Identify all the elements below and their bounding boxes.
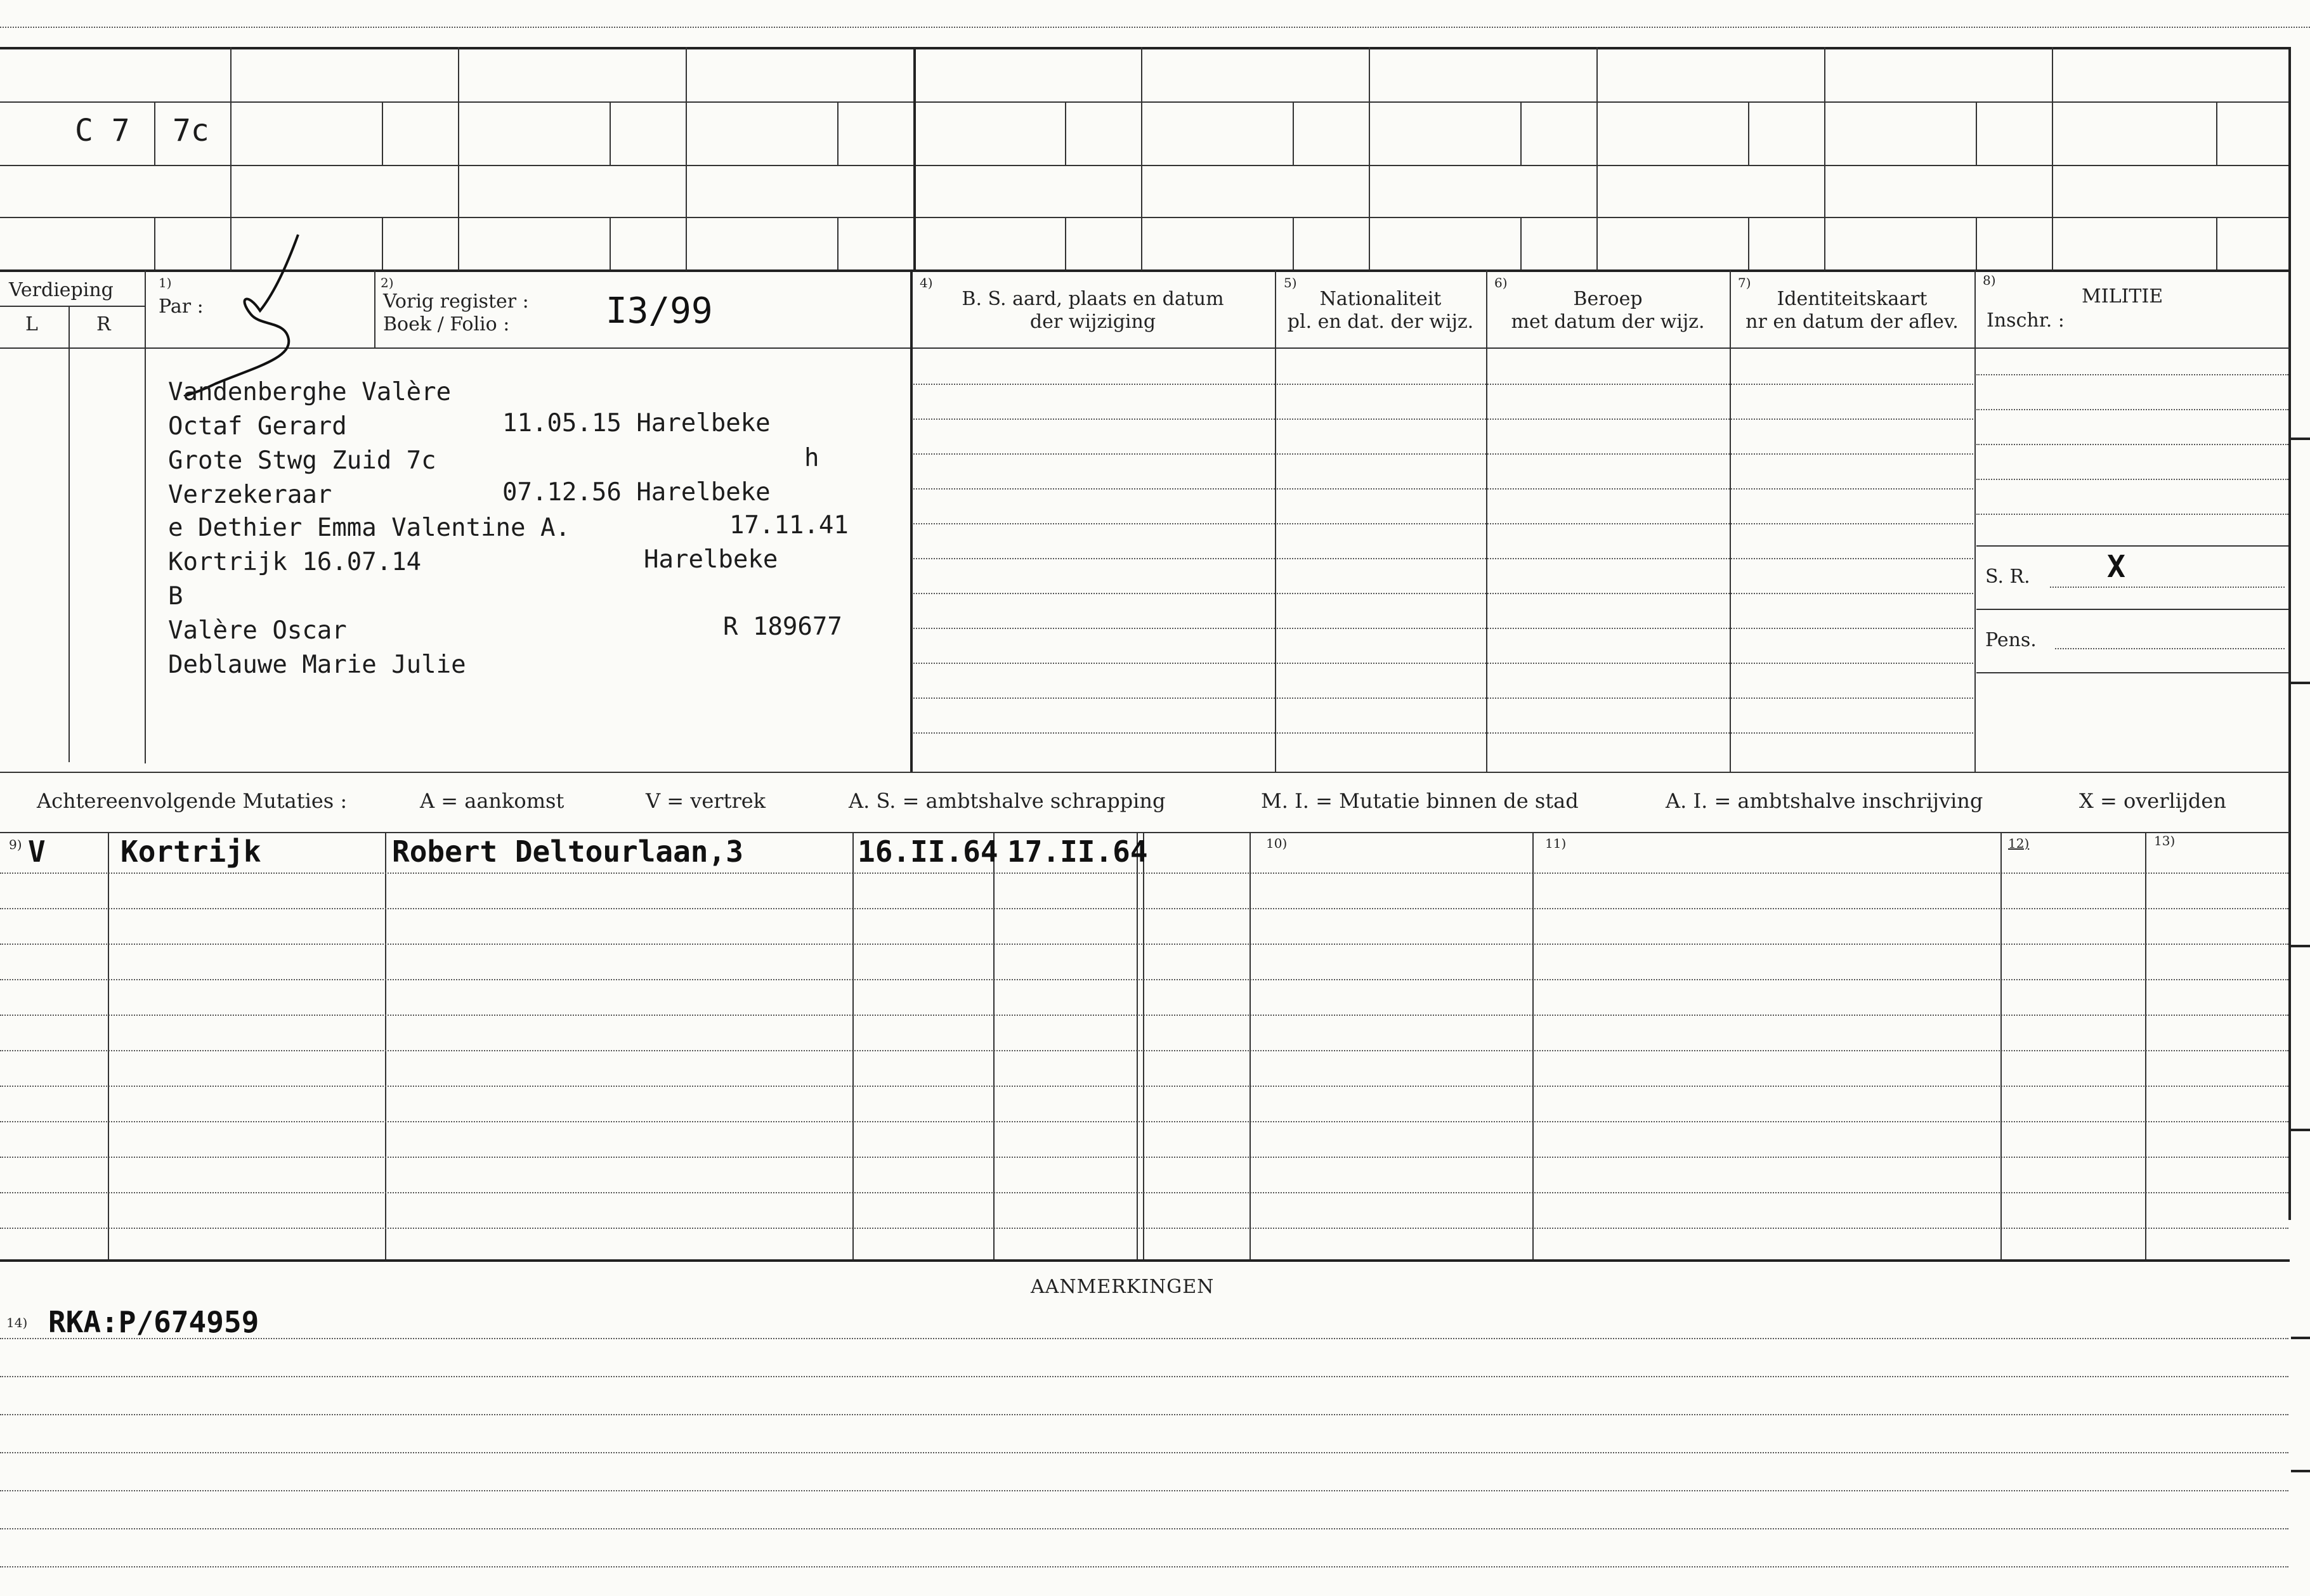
col4-line (913, 593, 1275, 594)
grid-col-line (913, 47, 916, 270)
col5-7-line (1277, 558, 1973, 559)
col5-7-line (1277, 732, 1973, 734)
militie-line (1976, 514, 2288, 515)
grid-col-line (686, 47, 687, 270)
card-right-border (2288, 47, 2291, 1220)
aanmerkingen-line (0, 1414, 2288, 1415)
grid-subcell-line (837, 101, 839, 165)
militie-line (1976, 374, 2288, 375)
top-code-1: C 7 (75, 113, 130, 148)
col4-line (913, 628, 1275, 629)
grid-subcell-line (1748, 101, 1749, 165)
grid-subcell-line (382, 101, 383, 165)
edge-tick (2291, 682, 2310, 684)
grid-subcell-line (154, 101, 155, 165)
person-spouse-birth: Kortrijk 16.07.14 (168, 548, 422, 576)
mutaties-row-line (0, 944, 2288, 945)
grid-subcell-line (1976, 217, 1977, 269)
grid-subcell-line (1748, 217, 1749, 269)
top-code-2: 7c (173, 113, 209, 148)
identiteitskaart-heading-1: Identiteitskaart (1777, 288, 1928, 310)
col4-line (913, 697, 1275, 699)
grid-subcell-line (154, 217, 155, 269)
grid-row-line (0, 101, 2290, 103)
field-12-number: 12) (2008, 836, 2030, 851)
grid-subcell-line (610, 217, 611, 269)
aanmerkingen-line (0, 1376, 2288, 1377)
mutaties-col-line (385, 832, 386, 1259)
sr-label: S. R. (1985, 566, 2030, 588)
mutaties-col-line (2145, 832, 2146, 1259)
person-birth-date: 11.05.15 Harelbeke (502, 409, 771, 438)
mutaties-title: Achtereenvolgende Mutaties : (37, 789, 348, 813)
pens-label: Pens. (1985, 629, 2037, 651)
edge-tick (2291, 1470, 2310, 1472)
col4-line (913, 732, 1275, 734)
col5-7-line (1277, 593, 1973, 594)
mutaties-row-line (0, 1015, 2288, 1016)
grid-row-line (0, 165, 2290, 166)
mutaties-row-line (0, 1192, 2288, 1193)
person-given-names: Octaf Gerard (168, 412, 347, 441)
nationaliteit-heading-2: pl. en dat. der wijz. (1287, 311, 1474, 333)
header-divider (1275, 270, 1276, 772)
militie-line (1976, 409, 2288, 410)
mutatie-place: Kortrijk (121, 834, 261, 869)
col4-line (913, 384, 1275, 385)
verdieping-label: Verdieping (9, 279, 114, 301)
militie-line (1976, 479, 2288, 480)
field-10-number: 10) (1266, 836, 1288, 851)
edge-tick (2291, 1337, 2310, 1339)
legend-ambtshalve-schrapping: A. S. = ambtshalve schrapping (849, 789, 1166, 813)
header-divider (1974, 270, 1976, 772)
body-bottom-line (0, 772, 2290, 773)
sr-dotted (2050, 587, 2285, 588)
field-14-number: 14) (6, 1315, 28, 1330)
mutatie-date-1: 16.II.64 (858, 834, 998, 869)
col5-7-line (1277, 384, 1973, 385)
mutaties-col-line (2000, 832, 2002, 1259)
mutaties-row-line (0, 1086, 2288, 1087)
grid-subcell-line (1520, 217, 1522, 269)
person-occupation: Verzekeraar (168, 481, 332, 509)
col4-line (913, 523, 1275, 524)
mutaties-row-line (0, 908, 2288, 909)
grid-col-line (1596, 47, 1598, 270)
mutaties-col-line (1143, 832, 1144, 1259)
field-6-number: 6) (1494, 275, 1508, 290)
col4-line (913, 663, 1275, 664)
mutatie-type: V (28, 834, 46, 869)
mutaties-row-line (0, 1050, 2288, 1051)
grid-bottom-border (0, 269, 2290, 272)
col5-7-line (1277, 453, 1973, 455)
militie-heading: MILITIE (2082, 285, 2163, 308)
grid-subcell-line (1065, 217, 1066, 269)
grid-col-line (458, 47, 459, 270)
person-spouse-place: Harelbeke (644, 545, 778, 574)
inschr-label: Inschr. : (1987, 309, 2065, 332)
grid-subcell-line (2216, 101, 2217, 165)
person-name: Vandenberghe Valère (168, 378, 452, 406)
grid-subcell-line (382, 217, 383, 269)
sr-value: X (2107, 549, 2125, 585)
mutaties-col-line (1137, 832, 1138, 1259)
beroep-heading-1: Beroep (1573, 288, 1643, 310)
person-father: Valère Oscar (168, 616, 347, 645)
legend-ambtshalve-inschrijving: A. I. = ambtshalve inschrijving (1666, 789, 1983, 813)
person-spouse: e Dethier Emma Valentine A. (168, 514, 570, 542)
verdieping-r: R (96, 313, 111, 335)
field-5-number: 5) (1284, 275, 1297, 290)
col5-7-line (1277, 697, 1973, 699)
beroep-heading-2: met datum der wijz. (1511, 311, 1705, 333)
person-address: Grote Stwg Zuid 7c (168, 446, 436, 475)
col4-line (913, 418, 1275, 420)
verdieping-lr-line (69, 306, 70, 762)
person-mother: Deblauwe Marie Julie (168, 651, 466, 679)
grid-subcell-line (1293, 217, 1294, 269)
mutaties-col-line (852, 832, 854, 1259)
bs-heading-2: der wijziging (1029, 311, 1156, 333)
militie-line (1976, 444, 2288, 445)
legend-overlijden: X = overlijden (2079, 789, 2226, 813)
mutaties-bottom-line (0, 1259, 2290, 1262)
field-7-number: 7) (1738, 275, 1751, 290)
top-edge-line (0, 27, 2310, 28)
grid-subcell-line (610, 101, 611, 165)
person-address-mark: h (804, 444, 819, 472)
mutaties-row-line (0, 1228, 2288, 1229)
mutaties-top-line (0, 832, 2290, 833)
grid-subcell-line (2216, 217, 2217, 269)
grid-subcell-line (837, 217, 839, 269)
legend-mutatie-stad: M. I. = Mutatie binnen de stad (1261, 789, 1579, 813)
grid-col-line (2052, 47, 2053, 270)
edge-tick (2291, 1129, 2310, 1131)
verdieping-l: L (25, 313, 38, 335)
register-value: I3/99 (606, 290, 713, 332)
par-label: Par : (159, 295, 204, 318)
aanmerkingen-line (0, 1452, 2288, 1453)
field-13-number: 13) (2154, 833, 2176, 848)
col5-7-line (1277, 663, 1973, 664)
aanmerkingen-line (0, 1566, 2288, 1567)
person-id-number: R 189677 (723, 613, 842, 641)
boek-folio-label: Boek / Folio : (383, 313, 510, 335)
field-9-number: 9) (9, 837, 22, 852)
edge-tick (2291, 438, 2310, 440)
grid-subcell-line (1065, 101, 1066, 165)
legend-aankomst: A = aankomst (420, 789, 564, 813)
col5-7-line (1277, 628, 1973, 629)
person-nationality-code: B (168, 582, 183, 611)
verdieping-split-line (0, 306, 145, 307)
grid-col-line (1824, 47, 1825, 270)
field-4-number: 4) (920, 275, 933, 290)
col5-7-line (1277, 488, 1973, 490)
header-divider (145, 270, 146, 763)
header-bottom-line (0, 347, 2290, 349)
mutaties-row-line (0, 1121, 2288, 1122)
handwritten-par-mark (178, 231, 336, 396)
mutatie-date-2: 17.II.64 (1007, 834, 1148, 869)
aanmerkingen-line (0, 1490, 2288, 1491)
bs-heading-1: B. S. aard, plaats en datum (962, 288, 1224, 310)
mutaties-col-line (993, 832, 995, 1259)
field-2-number: 2) (381, 275, 394, 290)
pens-dotted (2055, 648, 2285, 649)
col5-7-line (1277, 523, 1973, 524)
grid-subcell-line (1293, 101, 1294, 165)
grid-top-border (0, 47, 2290, 49)
mutaties-col-line (1250, 832, 1251, 1259)
aanmerkingen-line (0, 1528, 2288, 1529)
grid-row-line (0, 217, 2290, 218)
grid-subcell-line (1976, 101, 1977, 165)
col4-line (913, 488, 1275, 490)
col4-line (913, 453, 1275, 455)
field-11-number: 11) (1545, 836, 1567, 851)
col4-line (913, 558, 1275, 559)
mutatie-address: Robert Deltourlaan,3 (392, 834, 743, 869)
militie-separator (1976, 545, 2288, 547)
header-divider (910, 270, 913, 772)
vorig-register-label: Vorig register : (383, 290, 529, 313)
header-divider (374, 270, 375, 347)
nationaliteit-heading-1: Nationaliteit (1319, 288, 1442, 310)
aanmerkingen-line (0, 1338, 2288, 1339)
militie-separator (1976, 609, 2288, 610)
grid-subcell-line (1520, 101, 1522, 165)
legend-vertrek: V = vertrek (646, 789, 766, 813)
mutaties-row-line (0, 1157, 2288, 1158)
militie-separator (1976, 672, 2288, 673)
grid-col-line (1141, 47, 1142, 270)
mutaties-col-line (108, 832, 109, 1259)
edge-tick (2291, 945, 2310, 947)
grid-col-line (1369, 47, 1370, 270)
aanmerkingen-title: AANMERKINGEN (1031, 1276, 1215, 1298)
field-8-number: 8) (1983, 273, 1996, 288)
mutaties-row-line (0, 979, 2288, 980)
person-marriage-date: 17.11.41 (729, 511, 849, 540)
field-1-number: 1) (159, 275, 172, 290)
mutaties-col-line (1532, 832, 1534, 1259)
aanmerkingen-value: RKA:P/674959 (48, 1305, 259, 1339)
person-occupation-date: 07.12.56 Harelbeke (502, 478, 771, 507)
col5-7-line (1277, 418, 1973, 420)
mutaties-row-line (0, 873, 2288, 874)
identiteitskaart-heading-2: nr en datum der aflev. (1746, 311, 1959, 333)
